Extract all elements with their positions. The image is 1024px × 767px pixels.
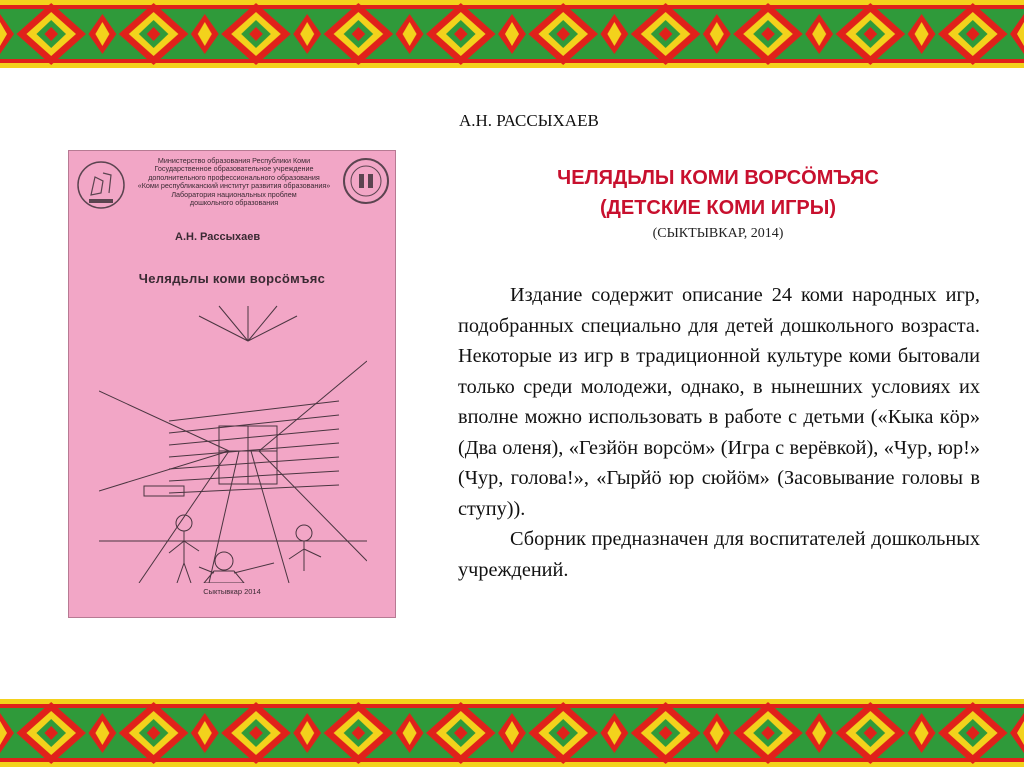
description	[458, 280, 980, 585]
description-paragraph: Издание содержит описание 24 коми народных игр, подобранных специально для детей дошкольного возраста. Некоторые из игр в традиционной культуре коми бытовали только среди молодежи, однако, в нынешних условиях их вполне можно использовать в работе с детьми («Кыка кӧр» (Два оленя), «Гезйӧн ворсӧм» (Игра с верёвкой), «Чур, юр!» (Чур, голова!», «Гырйӧ юр сюйӧм» (Засовывание головы в ступу)).	[458, 284, 980, 520]
cover-title: Челядьлы коми ворсӧмъяс	[138, 271, 326, 286]
header-line: Министерство образования Республики Коми	[157, 156, 311, 165]
book-cover	[68, 150, 396, 618]
institute-logo	[75, 159, 127, 211]
publisher-header	[129, 157, 339, 207]
ornament-band-bottom	[0, 699, 1024, 767]
header-line: дополнительного профессионального образования	[148, 172, 320, 182]
header-line: Лаборатория национальных проблем	[171, 189, 297, 199]
header-line: Государственное образовательное учреждение	[154, 164, 314, 174]
header-line: «Коми республиканский институт развития образования»	[137, 181, 331, 191]
book-title	[452, 163, 984, 223]
header-line: дошкольного образования	[189, 198, 279, 208]
cover-author: А.Н. Рассыхаев	[175, 231, 261, 243]
cover-footer: Сыктывкар 2014	[203, 587, 261, 596]
book-title-translation: (ДЕТСКИЕ КОМИ ИГРЫ)	[599, 197, 837, 219]
laboratory-emblem	[341, 156, 391, 206]
ornament-band-top	[0, 0, 1024, 68]
publication-place-year: (СЫКТЫВКАР, 2014)	[652, 226, 784, 241]
cover-illustration	[99, 301, 367, 583]
description-paragraph: Сборник предназначен для воспитателей дошкольных учреждений.	[458, 528, 980, 581]
author-name: А.Н. РАССЫХАЕВ	[459, 111, 599, 130]
book-title-line: ЧЕЛЯДЬЛЫ КОМИ ВОРСӦМЪЯС	[557, 167, 879, 189]
